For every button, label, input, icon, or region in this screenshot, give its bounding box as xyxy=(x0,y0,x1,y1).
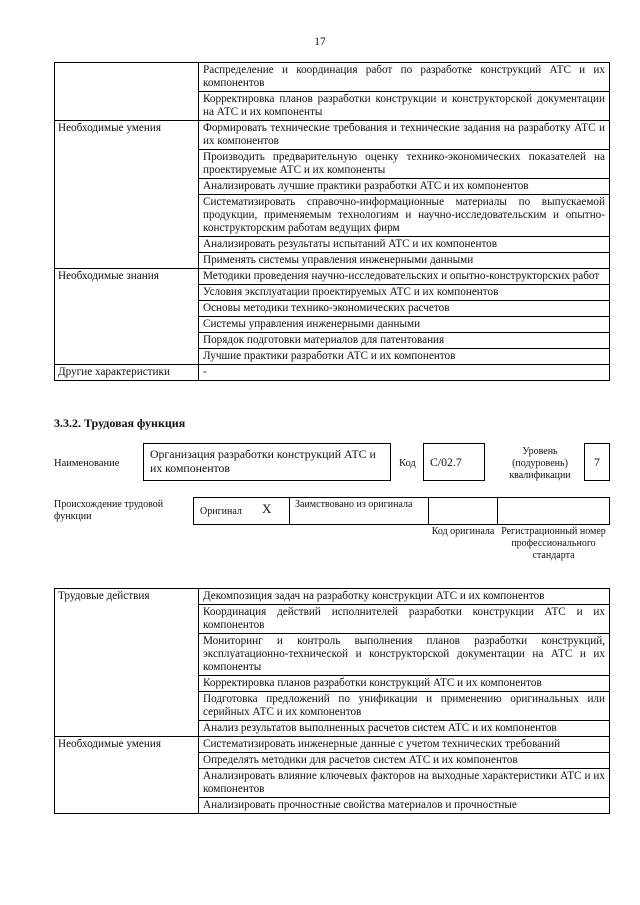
code-label: Код xyxy=(399,458,416,469)
section-heading: 3.3.2. Трудовая функция xyxy=(54,416,186,430)
row-value: Формировать технические требования и технические задания на разработку АТС и их компонентов xyxy=(199,121,610,150)
row-value: Анализировать результаты испытаний АТС и их компонентов xyxy=(199,237,610,253)
row-value: Корректировка планов разработки конструкций АТС и их компонентов xyxy=(199,676,610,692)
row-value: Производить предварительную оценку технико-экономических показателей на проектируемые АТС и их компоненты xyxy=(199,150,610,179)
requirements-table-bottom xyxy=(54,588,610,814)
code-value: C/02.7 xyxy=(430,455,462,469)
row-label: Трудовые действия xyxy=(55,589,199,737)
name-label: Наименование xyxy=(54,458,120,469)
table-row xyxy=(55,365,610,381)
row-value: Анализ результатов выполненных расчетов систем АТС и их компонентов xyxy=(199,721,610,737)
level-label: Уровень (подуровень) квалификации xyxy=(509,446,571,481)
reg-number-cell xyxy=(497,497,610,525)
row-value: Анализировать прочностные свойства материалов и прочностные xyxy=(199,798,610,814)
row-value: Подготовка предложений по унификации и применению оригинальных или серийных АТС и их компонентов xyxy=(199,692,610,721)
original-mark: X xyxy=(262,501,272,516)
row-value: Методики проведения научно-исследовательских и опытно-конструкторских работ xyxy=(199,269,610,285)
row-value: Корректировка планов разработки конструкции и конструкторской документации на АТС и их компоненты xyxy=(199,92,610,121)
row-value: Анализировать влияние ключевых факторов на выходные характеристики АТС и их компонентов xyxy=(199,769,610,798)
row-value: Систематизировать инженерные данные с учетом технических требований xyxy=(199,737,610,753)
row-value: Мониторинг и контроль выполнения планов разработки конструкций, эксплуатационно-технической и конструкторской документации на АТС и их компоненты xyxy=(199,634,610,676)
table-row xyxy=(55,737,610,753)
row-label: Необходимые знания xyxy=(55,269,199,365)
page-number: 17 xyxy=(314,36,326,48)
row-value: Основы методики технико-экономических расчетов xyxy=(199,301,610,317)
code-original-cell xyxy=(428,497,498,525)
table-row xyxy=(55,121,610,150)
borrowed-cell xyxy=(289,497,429,525)
row-value: Лучшие практики разработки АТС и их компонентов xyxy=(199,349,610,365)
code-original-label: Код оригинала xyxy=(431,526,495,537)
row-label: Необходимые умения xyxy=(55,737,199,814)
row-label xyxy=(55,63,199,121)
row-value: - xyxy=(199,365,610,381)
row-label: Другие характеристики xyxy=(55,365,199,381)
table-row xyxy=(55,589,610,605)
table-row xyxy=(55,63,610,92)
table-row xyxy=(55,269,610,285)
code-box xyxy=(423,443,485,481)
level-box xyxy=(584,443,610,481)
row-label: Необходимые умения xyxy=(55,121,199,269)
row-value: Условия эксплуатации проектируемых АТС и их компонентов xyxy=(199,285,610,301)
reg-number-label: Регистрационный номер профессионального стандарта xyxy=(501,526,606,561)
row-value: Систематизировать справочно-информационные материалы по выпускаемой продукции, применяемым технологиям и научно-исследовательским и опытно-конструкторским работам ведущих фирм xyxy=(199,195,610,237)
row-value: Применять системы управления инженерными данными xyxy=(199,253,610,269)
original-cell xyxy=(193,497,290,525)
row-value: Порядок подготовки материалов для патентования xyxy=(199,333,610,349)
function-name-box xyxy=(143,443,391,481)
row-value: Анализировать лучшие практики разработки АТС и их компонентов xyxy=(199,179,610,195)
row-value: Системы управления инженерными данными xyxy=(199,317,610,333)
row-value: Определять методики для расчетов систем АТС и их компонентов xyxy=(199,753,610,769)
origin-label: Происхождение трудовой функции xyxy=(54,499,164,522)
row-value: Распределение и координация работ по разработке конструкций АТС и их компонентов xyxy=(199,63,610,92)
level-value: 7 xyxy=(594,455,600,469)
borrowed-label: Заимствовано из оригинала xyxy=(295,499,413,510)
original-label: Оригинал xyxy=(200,506,242,517)
function-name-value: Организация разработки конструкций АТС и их компонентов xyxy=(150,447,376,475)
row-value: Координация действий исполнителей разработки конструкции АТС и их компонентов xyxy=(199,605,610,634)
row-value: Декомпозиция задач на разработку конструкции АТС и их компонентов xyxy=(199,589,610,605)
requirements-table-top xyxy=(54,62,610,381)
